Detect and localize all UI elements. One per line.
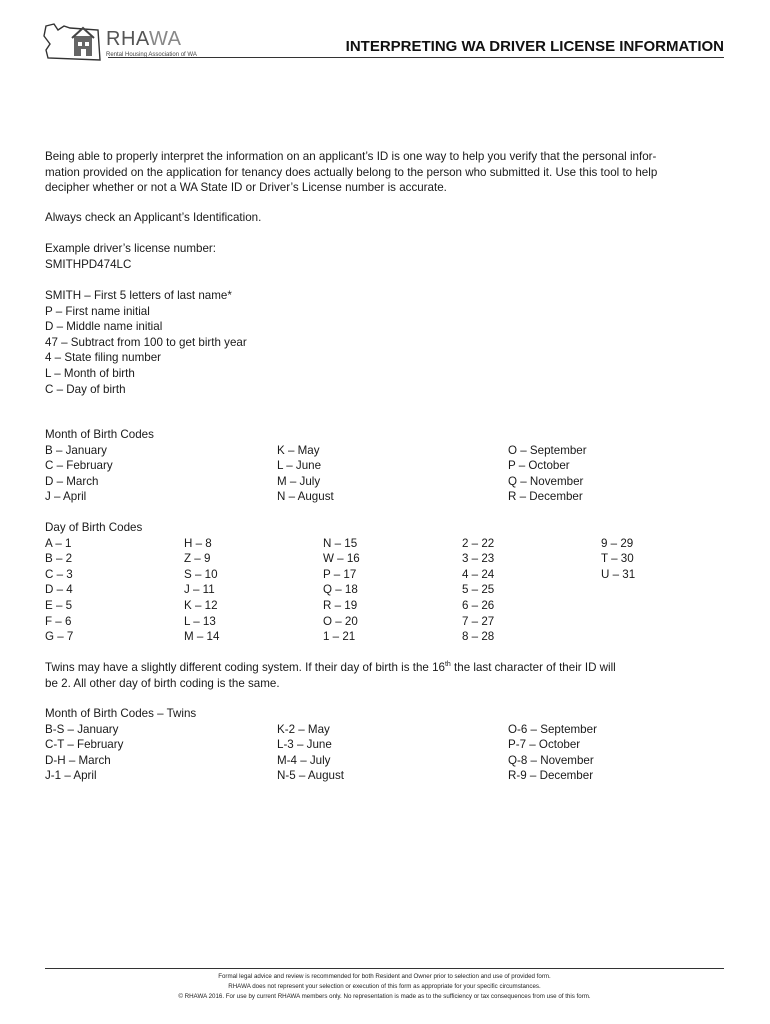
month-code: O – September [508,443,587,457]
license-breakdown [45,288,695,397]
month-code: D – March [45,474,99,488]
twins-month-codes-column [277,722,344,784]
day-code: Z – 9 [184,552,211,566]
twins-month-code: L-3 – June [277,738,332,752]
day-code: S – 10 [184,567,218,581]
day-code: G – 7 [45,630,74,644]
breakdown-item: 47 – Subtract from 100 to get birth year [45,335,247,349]
day-code: 3 – 23 [462,552,495,566]
day-code: T – 30 [601,552,634,566]
breakdown-item: C – Day of birth [45,382,126,396]
month-code: Q – November [508,474,584,488]
month-codes-section [45,427,725,507]
day-codes-section [45,520,725,650]
day-code: H – 8 [184,536,212,550]
twins-month-code: C-T – February [45,738,124,752]
day-code: K – 12 [184,598,218,612]
month-code: K – May [277,443,320,457]
month-codes-column [45,443,113,505]
day-code: 6 – 26 [462,598,495,612]
twins-month-code: P-7 – October [508,738,581,752]
title-divider [108,57,724,58]
twins-month-code: N-5 – August [277,769,345,783]
day-code: J – 11 [184,583,215,597]
twins-month-code: R-9 – December [508,769,594,783]
day-code: M – 14 [184,630,220,644]
day-code: 2 – 22 [462,536,495,550]
day-code: D – 4 [45,583,73,597]
twins-note-line: be 2. All other day of birth coding is the same. [45,676,280,690]
example-value: SMITHPD474LC [45,257,132,271]
intro-line: mation provided on the application for tenancy does actually belong to the person who submitted it. Use this tool to help [45,165,658,179]
day-code: P – 17 [323,567,357,581]
day-code: C – 3 [45,567,73,581]
day-code: F – 6 [45,614,72,628]
footer-line: © RHAWA 2016. For use by current RHAWA members only. No representation is made as to the sufficiency or tax consequences from use of this form. [178,993,591,1000]
day-code: 4 – 24 [462,567,495,581]
month-code: L – June [277,459,322,473]
footer-line: Formal legal advice and review is recommended for both Resident and Owner prior to selection and use of provided form. [218,973,551,980]
month-code: J – April [45,490,87,504]
month-code: C – February [45,459,113,473]
twins-month-codes-heading: Month of Birth Codes – Twins [45,707,197,720]
day-code: U – 31 [601,567,636,581]
twins-month-code: O-6 – September [508,722,597,736]
day-code: A – 1 [45,536,72,550]
twins-month-codes-column [508,722,597,784]
logo-wordmark: RHAWA [106,28,182,50]
twins-month-code: K-2 – May [277,722,330,736]
day-codes-column [601,536,635,583]
example-block [45,241,695,272]
day-code: 7 – 27 [462,614,495,628]
month-code: M – July [277,474,321,488]
month-codes-heading: Month of Birth Codes [45,428,154,441]
washington-state-logo-icon [40,20,104,62]
twins-month-code: D-H – March [45,753,111,767]
twins-month-codes-column [45,722,123,784]
page-title: INTERPRETING WA DRIVER LICENSE INFORMATION [345,38,724,55]
breakdown-item: P – First name initial [45,304,150,318]
month-codes-column [508,443,587,505]
example-label: Example driver’s license number: [45,242,216,255]
day-code: 5 – 25 [462,583,495,597]
footer-divider [45,968,724,969]
day-codes-heading: Day of Birth Codes [45,521,143,534]
twins-month-code: Q-8 – November [508,753,594,767]
day-code: 8 – 28 [462,630,495,644]
intro-line: Being able to properly interpret the information on an applicant’s ID is one way to help you verify that the personal infor- [45,150,657,163]
day-code: 9 – 29 [601,536,634,550]
day-code: L – 13 [184,614,216,628]
intro-paragraph [45,149,695,196]
day-code: W – 16 [323,552,360,566]
rhawa-logo [40,20,240,62]
twins-note [45,660,695,691]
footer-line: RHAWA does not represent your selection or execution of this form as appropriate for your specific circumstances. [228,983,541,990]
month-code: N – August [277,490,334,504]
day-codes-column [323,536,360,645]
day-code: E – 5 [45,598,73,612]
twins-month-codes-section [45,706,725,786]
logo-subtitle: Rental Housing Association of WA [106,52,197,58]
breakdown-item: L – Month of birth [45,366,135,380]
month-code: P – October [508,459,570,473]
intro-line: decipher whether or not a WA State ID or Driver’s License number is accurate. [45,181,447,195]
footer-disclaimer [45,972,724,1002]
twins-month-code: J-1 – April [45,769,97,783]
month-code: R – December [508,490,583,504]
month-code: B – January [45,443,107,457]
month-codes-column [277,443,334,505]
day-codes-column [45,536,73,645]
twins-month-code: M-4 – July [277,753,331,767]
check-id-note: Always check an Applicant’s Identification. [45,211,262,224]
twins-month-code: B-S – January [45,722,119,736]
breakdown-item: 4 – State filing number [45,351,162,365]
day-code: B – 2 [45,552,73,566]
day-code: 1 – 21 [323,630,356,644]
breakdown-item: SMITH – First 5 letters of last name* [45,289,232,302]
day-code: Q – 18 [323,583,358,597]
day-code: O – 20 [323,614,358,628]
twins-note-line: Twins may have a slightly different coding system. If their day of birth is the 16th the last character of their ID will [45,661,616,674]
day-codes-column [462,536,494,645]
breakdown-item: D – Middle name initial [45,320,163,334]
day-code: R – 19 [323,598,358,612]
day-code: N – 15 [323,536,358,550]
day-codes-column [184,536,219,645]
